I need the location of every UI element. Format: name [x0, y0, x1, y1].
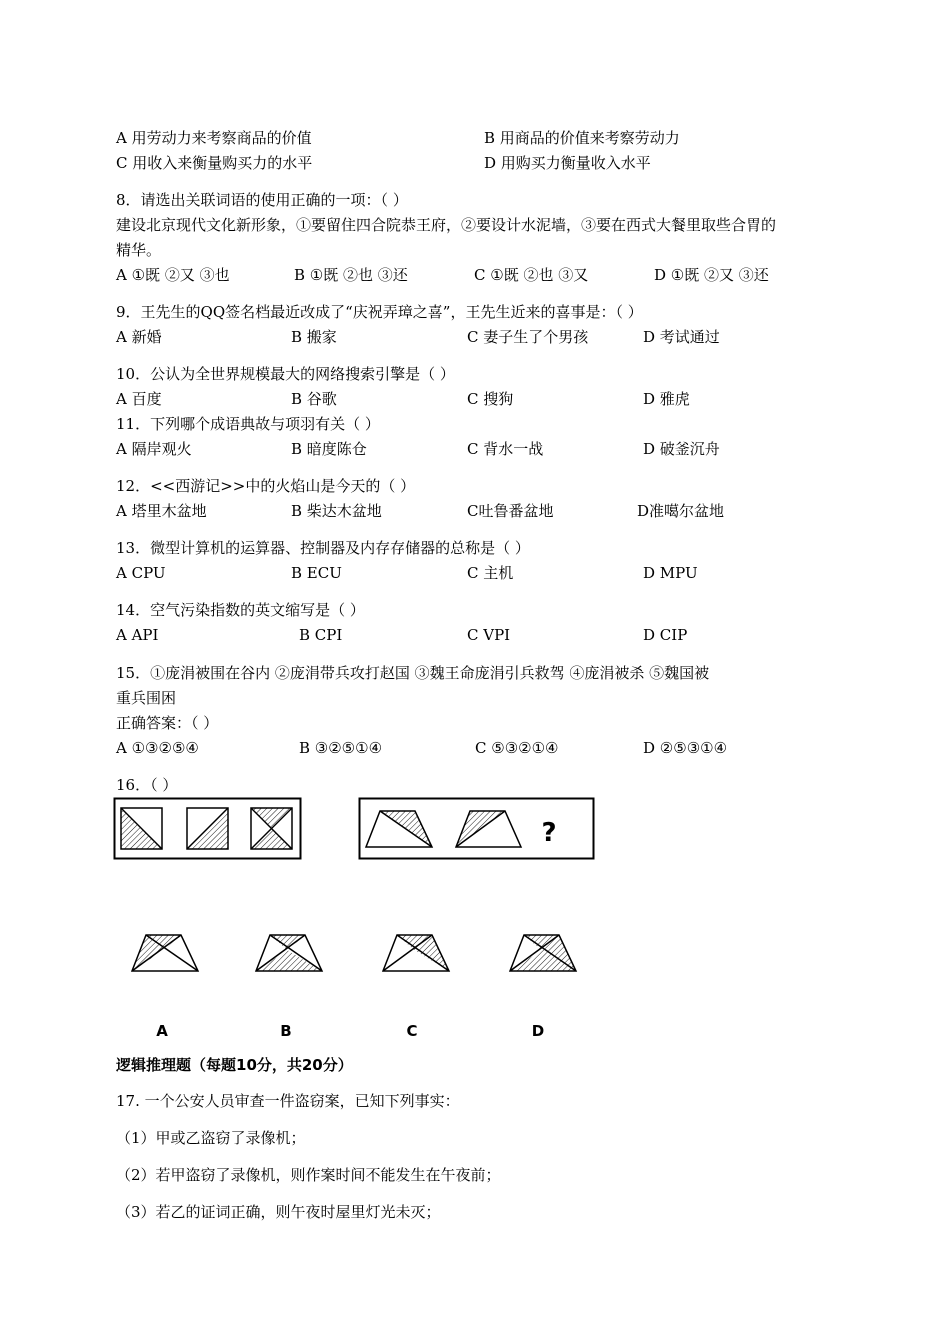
q8-option-a: A ①既 ②又 ③也 — [116, 266, 230, 284]
q16-label-a: A — [156, 1022, 168, 1040]
q10-option-b: B 谷歌 — [291, 390, 337, 408]
q16-label-d: D — [531, 1022, 545, 1040]
q13-option-d: D MPU — [643, 564, 698, 582]
q17-fact-3: （3）若乙的证词正确，则午夜时屋里灯光未灭； — [116, 1203, 441, 1221]
q15-answer-prompt: 正确答案：（ ） — [116, 714, 219, 732]
q16-trapezoid-1 — [366, 811, 432, 847]
q7-option-b: B 用商品的价值来考察劳动力 — [484, 129, 680, 147]
q16-option-c-figure — [383, 935, 449, 971]
q14-option-b: B CPI — [299, 626, 343, 644]
q16-stem: 16．（ ） — [116, 776, 178, 794]
q7-option-d: D 用购买力衡量收入水平 — [484, 154, 651, 172]
q9-option-d: D 考试通过 — [643, 328, 720, 346]
q16-square-2 — [187, 808, 228, 849]
q15-option-b: B ③②⑤①④ — [299, 739, 383, 757]
q16-label-c: C — [406, 1022, 418, 1040]
q14-option-a: A API — [116, 626, 159, 644]
q12-option-b: B 柴达木盆地 — [291, 502, 382, 520]
q16-option-a-figure — [132, 935, 198, 971]
q9-stem: 9．王先生的QQ签名档最近改成了“庆祝弄璋之喜”，王先生近来的喜事是：（ ） — [116, 303, 643, 321]
q16-label-b: B — [280, 1022, 292, 1040]
q15-option-c: C ⑤③②①④ — [475, 739, 559, 757]
q10-option-c: C 搜狗 — [467, 390, 514, 408]
q11-option-d: D 破釜沉舟 — [643, 440, 720, 458]
q11-option-b: B 暗度陈仓 — [291, 440, 367, 458]
q9-option-b: B 搬家 — [291, 328, 337, 346]
q16-square-3 — [251, 808, 292, 849]
q8-stem: 8．请选出关联词语的使用正确的一项：（ ） — [116, 191, 408, 209]
q11-stem: 11．下列哪个成语典故与项羽有关（ ） — [116, 415, 380, 433]
q16-question-mark: ? — [541, 818, 557, 848]
q8-body-line1: 建设北京现代文化新形象，①要留住四合院恭王府，②要设计水泥墙，③要在西式大餐里取些合胃的 — [116, 216, 777, 234]
q17-fact-1: （1）甲或乙盗窃了录像机； — [116, 1129, 306, 1147]
q10-option-a: A 百度 — [116, 390, 162, 408]
q15-stem-line2: 重兵围困 — [116, 689, 177, 707]
q17-fact-2: （2）若甲盗窃了录像机，则作案时间不能发生在午夜前； — [116, 1166, 501, 1184]
q10-option-d: D 雅虎 — [643, 390, 690, 408]
q11-option-c: C 背水一战 — [467, 440, 544, 458]
q12-option-d: D准噶尔盆地 — [637, 502, 725, 520]
q8-body-line2: 精华。 — [116, 241, 162, 259]
q15-option-a: A ①③②⑤④ — [116, 739, 199, 757]
q17-stem: 17. 一个公安人员审查一件盗窃案，已知下列事实： — [116, 1092, 460, 1110]
section-title: 逻辑推理题（每题10分，共20分） — [116, 1056, 353, 1074]
q7-option-a: A 用劳动力来考察商品的价值 — [116, 129, 312, 147]
q16-trapezoid-2 — [456, 811, 521, 847]
q12-option-c: C吐鲁番盆地 — [467, 502, 554, 520]
q13-option-a: A CPU — [116, 564, 166, 582]
q10-stem: 10．公认为全世界规模最大的网络搜索引擎是（ ） — [116, 365, 455, 383]
q14-option-d: D CIP — [643, 626, 688, 644]
q13-option-c: C 主机 — [467, 564, 514, 582]
q16-option-d-figure — [510, 935, 576, 971]
q15-stem-line1: 15．①庞涓被围在谷内 ②庞涓带兵攻打赵国 ③魏王命庞涓引兵救驾 ④庞涓被杀 ⑤魏国被 — [116, 664, 710, 682]
q15-option-d: D ②⑤③①④ — [643, 739, 728, 757]
q14-option-c: C VPI — [467, 626, 511, 644]
q16-option-b-figure — [256, 935, 322, 971]
q14-stem: 14．空气污染指数的英文缩写是（ ） — [116, 601, 365, 619]
q8-option-c: C ①既 ②也 ③又 — [474, 266, 589, 284]
q11-option-a: A 隔岸观火 — [116, 440, 192, 458]
q9-option-c: C 妻子生了个男孩 — [467, 328, 589, 346]
q13-stem: 13．微型计算机的运算器、控制器及内存存储器的总称是（ ） — [116, 539, 530, 557]
q13-option-b: B ECU — [291, 564, 342, 582]
q9-option-a: A 新婚 — [116, 328, 162, 346]
q7-option-c: C 用收入来衡量购买力的水平 — [116, 154, 313, 172]
q8-option-d: D ①既 ②又 ③还 — [654, 266, 769, 284]
q16-square-1 — [121, 808, 162, 849]
q8-option-b: B ①既 ②也 ③还 — [294, 266, 408, 284]
q12-option-a: A 塔里木盆地 — [116, 502, 207, 520]
q12-stem: 12．<<西游记>>中的火焰山是今天的（ ） — [116, 477, 416, 495]
